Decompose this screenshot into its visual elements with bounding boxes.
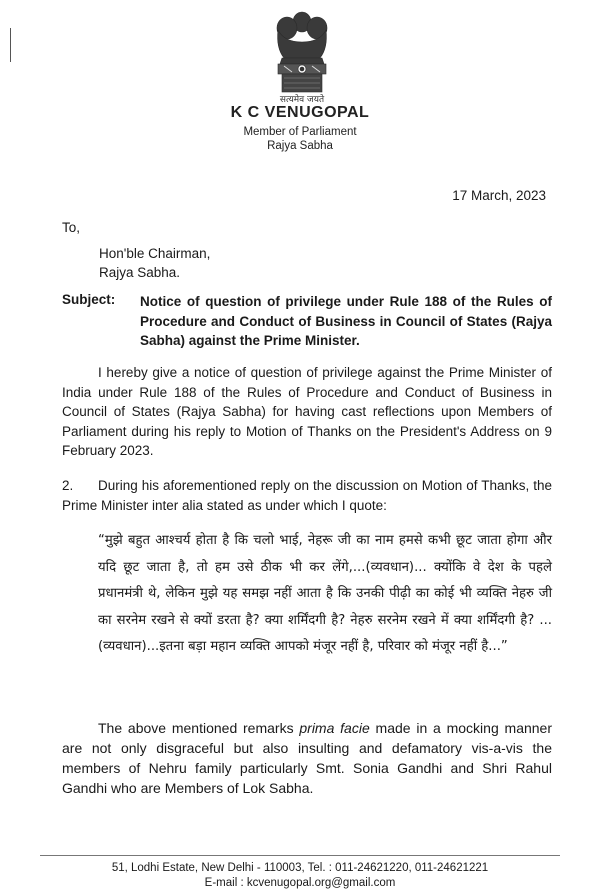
to-label: To, — [62, 220, 81, 235]
emblem-motto: सत्यमेव जयते — [279, 95, 325, 105]
national-emblem-icon — [262, 8, 342, 103]
paragraph-1: I hereby give a notice of question of privilege against the Prime Minister of India under Rule 188 of the Rules of Procedure and Conduct of Business in Council of States (Rajya Sabha) for having cast reflections upon Members of Parliament during his reply to Motion of Thanks on the President's Address on 9 February 2023. — [62, 365, 552, 458]
footer-divider — [40, 855, 560, 856]
paragraph-3-italic: prima facie — [299, 720, 370, 736]
footer-email: E-mail : kcvenugopal.org@gmail.com — [204, 877, 396, 889]
recipient-line2: Rajya Sabha. — [99, 265, 181, 280]
paragraph-3-start: The above mentioned remarks — [98, 720, 300, 736]
sender-role-line1: Member of Parliament — [243, 126, 357, 138]
paragraph-2-text: During his aforementioned reply on the discussion on Motion of Thanks, the Prime Minister inter alia stated as under which I quote: — [62, 478, 552, 513]
subject-text: Notice of question of privilege under Rule 188 of the Rules of Procedure and Conduct of Business in Council of States (Rajya Sabha) against the Prime Minister. — [140, 294, 552, 348]
letter-date: 17 March, 2023 — [452, 188, 546, 203]
paragraph-2 — [62, 476, 552, 515]
recipient-address — [99, 244, 210, 282]
sender-role — [200, 125, 400, 153]
paragraph-2-number: 2. — [62, 478, 74, 493]
subject-label: Subject: — [62, 292, 116, 307]
sender-name: K C VENUGOPAL — [230, 104, 370, 121]
sender-role-line2: Rajya Sabha — [267, 140, 333, 152]
paragraph-3 — [62, 718, 552, 798]
paragraph-3-end: made in a mocking manner are not only disgraceful but also insulting and defamatory vis-a-vis the members of Nehru family particularly Smt. Sonia Gandhi and Shri Rahul Gandhi who are Members of Lok Sabha. — [62, 720, 553, 796]
margin-mark — [10, 28, 11, 62]
recipient-line1: Hon'ble Chairman, — [99, 246, 211, 261]
footer-address: 51, Lodhi Estate, New Delhi - 110003, Tel. : 011-24621220, 011-24621221 — [111, 862, 489, 874]
hindi-quote: “मुझे बहुत आश्चर्य होता है कि चलो भाई, नेहरू जी का नाम हमसे कभी छूट जाता होगा और यदि छूट जाता है, तो हम उसे ठीक भी कर लेंगे,...(व्यवधान)... क्योंकि वे देश के पहले प्रधानमंत्री थे, लेकिन मुझे यह समझ नहीं आता है कि उनकी पीढ़ी का कोई भी व्यक्ति नेहरु जी का सरनेम रखने से क्यों डरता है? क्या शर्मिंदगी है? नेहरु सरनेम रखने में क्या शर्मिंदगी है? ...(व्यवधान)...इतना बड़ा महान व्यक्ति आपको मंजूर नहीं है, परिवार को मंजूर नहीं है...” — [98, 533, 552, 654]
